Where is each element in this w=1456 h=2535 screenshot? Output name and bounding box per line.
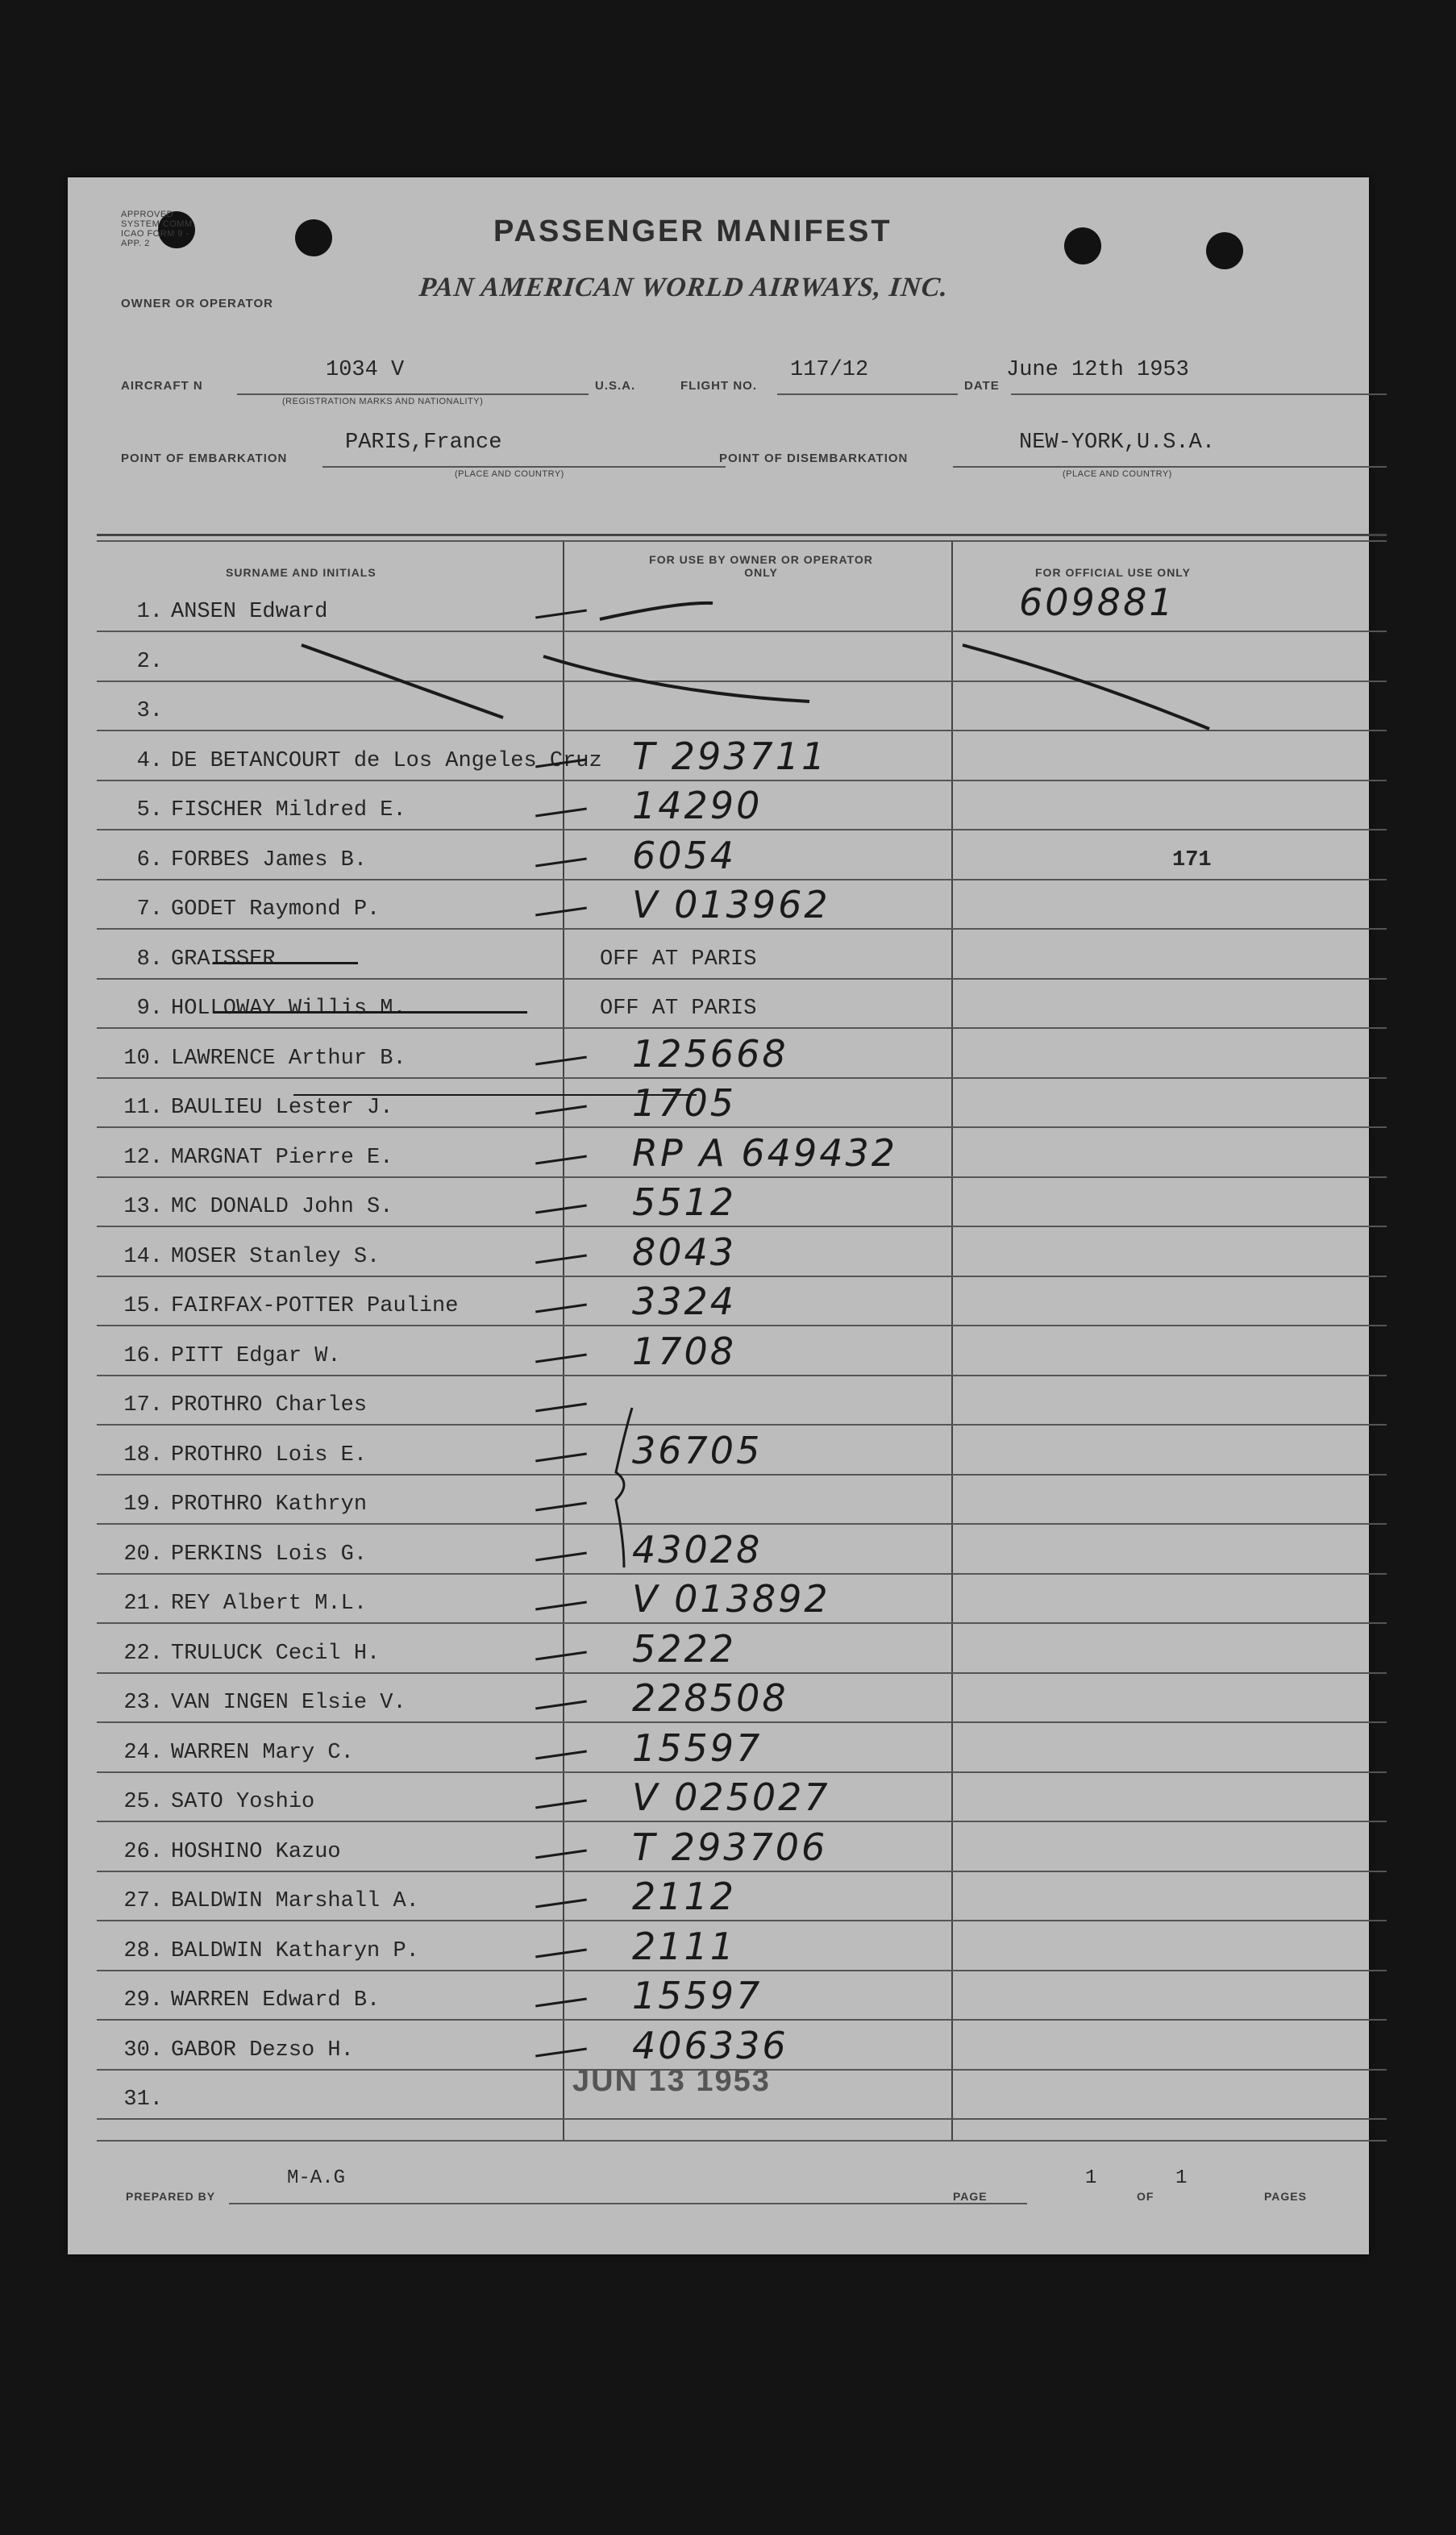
owner-entry: OFF AT PARIS [600, 997, 757, 1021]
row-number: 9. [136, 997, 163, 1021]
row-number: 26. [123, 1839, 163, 1864]
aircraft-value: 1034 V [326, 358, 405, 382]
row-number: 20. [123, 1542, 163, 1567]
owner-label: OWNER OR OPERATOR [121, 297, 273, 310]
row-number: 31. [123, 2088, 163, 2112]
passenger-name: TRULUCK Cecil H. [171, 1641, 381, 1666]
prepared-label: PREPARED BY [126, 2190, 216, 2203]
approval-note: APPROVED SYSTEM COMM. ICAO FORM 9 - APP. 2 [121, 210, 196, 248]
row-number: 6. [136, 847, 163, 872]
embark-value: PARIS,France [345, 431, 502, 455]
date-value: June 12th 1953 [1006, 358, 1189, 382]
passenger-name: BALDWIN Marshall A. [171, 1889, 419, 1913]
owner-entry: 3324 [632, 1280, 737, 1323]
aircraft-label: AIRCRAFT N [121, 379, 203, 393]
col-header-owner: FOR USE BY OWNER OR OPERATOR ONLY [649, 553, 873, 579]
row-number: 24. [123, 1740, 163, 1765]
row-number: 5. [136, 798, 163, 822]
row-number: 19. [123, 1492, 163, 1517]
col-header-surname: SURNAME AND INITIALS [226, 566, 376, 579]
owner-entry: 14290 [632, 784, 763, 827]
col-header-official: FOR OFFICIAL USE ONLY [1035, 566, 1191, 579]
owner-entry: 2112 [632, 1875, 737, 1918]
date-label: DATE [964, 379, 1000, 393]
row-number: 17. [123, 1393, 163, 1417]
official-entry: 609881 [1019, 581, 1175, 624]
row-number: 23. [123, 1691, 163, 1715]
passenger-name: SATO Yoshio [171, 1790, 315, 1814]
page-label: PAGE [953, 2190, 988, 2203]
row-number: 2. [136, 649, 163, 674]
row-number: 30. [123, 2038, 163, 2063]
owner-entry: V 025027 [632, 1775, 830, 1819]
passenger-name: VAN INGEN Elsie V. [171, 1691, 406, 1715]
row-number: 10. [123, 1046, 163, 1071]
row-number: 29. [123, 1988, 163, 2013]
of-label: OF [1137, 2190, 1154, 2203]
owner-entry: V 013892 [632, 1577, 830, 1621]
date-stamp: JUN 13 1953 [572, 2064, 771, 2098]
row-number: 3. [136, 699, 163, 723]
row-number: 25. [123, 1790, 163, 1814]
official-entry: 171 [1172, 847, 1212, 872]
owner-entry: 36705 [632, 1428, 763, 1472]
row-number: 1. [136, 600, 163, 624]
row-number: 28. [123, 1938, 163, 1963]
passenger-name: WARREN Edward B. [171, 1988, 381, 2013]
passenger-name: FISCHER Mildred E. [171, 798, 406, 822]
row-number: 13. [123, 1195, 163, 1219]
row-number: 4. [136, 748, 163, 773]
owner-entry: 2111 [632, 1924, 737, 1968]
page-value: 1 [1085, 2167, 1097, 2189]
row-number: 14. [123, 1244, 163, 1269]
row-number: 16. [123, 1343, 163, 1368]
prepared-value: M-A.G [287, 2167, 346, 2189]
pages-label: PAGES [1264, 2190, 1307, 2203]
row-number: 27. [123, 1889, 163, 1913]
disembark-value: NEW-YORK,U.S.A. [1019, 431, 1216, 455]
row-number: 8. [136, 947, 163, 972]
owner-entry: RP A 649432 [632, 1130, 898, 1175]
passenger-name: MOSER Stanley S. [171, 1244, 381, 1269]
owner-entry: 15597 [632, 1725, 763, 1770]
manifest-sheet [68, 177, 1369, 2254]
flight-value: 117/12 [790, 358, 869, 382]
row-number: 7. [136, 897, 163, 922]
passenger-name: ANSEN Edward [171, 600, 328, 624]
owner-entry: 5222 [632, 1626, 737, 1671]
row-number: 11. [123, 1096, 163, 1120]
owner-entry: 125668 [632, 1031, 788, 1076]
owner-entry: T 293711 [632, 734, 828, 778]
passenger-name: DE BETANCOURT de Los Angeles Cruz [171, 748, 602, 773]
company-name: PAN AMERICAN WORLD AIRWAYS, INC. [418, 273, 951, 302]
page-title: PASSENGER MANIFEST [493, 214, 892, 248]
owner-entry: 43028 [632, 1527, 763, 1571]
handwriting-marks [68, 177, 1369, 2254]
row-number: 12. [123, 1145, 163, 1170]
row-number: 18. [123, 1442, 163, 1467]
passenger-name: PITT Edgar W. [171, 1343, 341, 1368]
owner-entry: V 013962 [632, 883, 830, 926]
passenger-name: PERKINS Lois G. [171, 1542, 368, 1567]
passenger-name: LAWRENCE Arthur B. [171, 1046, 406, 1071]
of-value: 1 [1175, 2167, 1188, 2189]
passenger-name: PROTHRO Lois E. [171, 1442, 368, 1467]
passenger-name: FORBES James B. [171, 847, 368, 872]
passenger-name: GABOR Dezso H. [171, 2038, 354, 2063]
disembark-caption: (PLACE AND COUNTRY) [1063, 469, 1172, 479]
passenger-name: FAIRFAX-POTTER Pauline [171, 1294, 459, 1318]
passenger-name: HOLLOWAY Willis M. [171, 997, 406, 1021]
flight-label: FLIGHT NO. [680, 379, 757, 393]
passenger-name: BALDWIN Katharyn P. [171, 1938, 419, 1963]
owner-entry: 1708 [632, 1329, 737, 1373]
registration-caption: (REGISTRATION MARKS AND NATIONALITY) [282, 397, 484, 406]
disembark-label: POINT OF DISEMBARKATION [719, 452, 909, 465]
usa-label: U.S.A. [595, 379, 636, 393]
owner-entry: 228508 [632, 1676, 788, 1720]
passenger-name: HOSHINO Kazuo [171, 1839, 341, 1864]
passenger-name: PROTHRO Kathryn [171, 1492, 368, 1517]
passenger-name: MC DONALD John S. [171, 1195, 393, 1219]
passenger-name: GRAISSER [171, 947, 276, 972]
row-number: 21. [123, 1592, 163, 1616]
owner-entry: T 293706 [632, 1825, 828, 1869]
owner-entry: 1705 [632, 1081, 737, 1125]
passenger-name: GODET Raymond P. [171, 897, 381, 922]
passenger-name: WARREN Mary C. [171, 1740, 354, 1765]
embark-label: POINT OF EMBARKATION [121, 452, 288, 465]
owner-entry: 8043 [632, 1230, 737, 1274]
embark-caption: (PLACE AND COUNTRY) [455, 469, 564, 479]
passenger-name: PROTHRO Charles [171, 1393, 368, 1417]
owner-entry: 5512 [632, 1180, 737, 1224]
owner-entry: OFF AT PARIS [600, 947, 757, 972]
row-number: 15. [123, 1294, 163, 1318]
passenger-name: MARGNAT Pierre E. [171, 1145, 393, 1170]
owner-entry: 406336 [632, 2023, 788, 2067]
passenger-name: REY Albert M.L. [171, 1592, 368, 1616]
passenger-name: BAULIEU Lester J. [171, 1096, 393, 1120]
owner-entry: 15597 [632, 1974, 763, 2017]
owner-entry: 6054 [632, 833, 737, 877]
row-number: 22. [123, 1641, 163, 1666]
